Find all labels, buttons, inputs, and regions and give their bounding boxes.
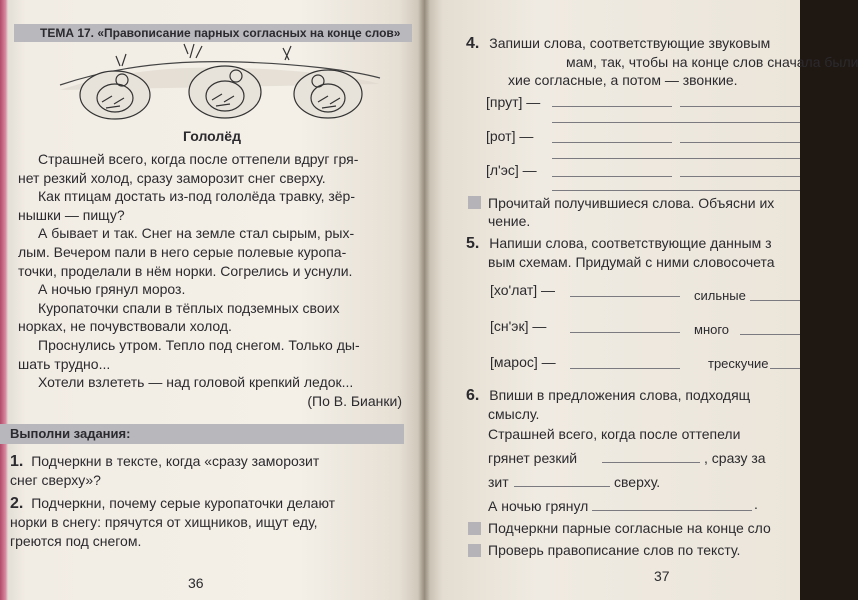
story-line: норках, не почувствовали холод. (18, 318, 232, 335)
adjective: трескучие (708, 356, 769, 371)
story-line: А бывает и так. Снег на земле стал сырым, рых- (38, 225, 355, 242)
answer-line[interactable] (570, 332, 680, 333)
task-line: мам, так, чтобы на конце слов сначала были (566, 54, 858, 70)
answer-line[interactable] (552, 106, 672, 107)
sentence-text: зит (488, 474, 509, 490)
story-author: (По В. Бианки) (307, 392, 402, 409)
task-line: греются под снегом. (10, 533, 142, 549)
answer-line[interactable] (680, 106, 800, 107)
topic-number: ТЕМА 17. (40, 26, 95, 40)
note-underline: Подчеркни парные согласные на конце сло (488, 520, 771, 536)
task-2 (10, 494, 406, 551)
checkbox-marker (468, 544, 481, 557)
sound-scheme: [марос] — (490, 354, 556, 370)
story-line: Страшней всего, когда после оттепели вдруг гря- (38, 151, 359, 167)
task-number: 6. (466, 387, 480, 404)
story-line: Хотели взлететь — над головой крепкий ледок... (38, 374, 354, 391)
page-number: 36 (188, 575, 204, 591)
sentence-text: сверху. (614, 474, 661, 490)
answer-line[interactable] (552, 158, 800, 159)
sound-scheme: [сн'эк] — (490, 318, 547, 334)
task-line: Запиши слова, соответствующие звуковым (489, 35, 771, 51)
sentence-text: Страшней всего, когда после оттепели (488, 426, 741, 442)
checkbox-marker (468, 196, 481, 209)
story-line: А ночью грянул мороз. (38, 281, 186, 298)
task-6 (466, 386, 806, 423)
task-line: Впиши в предложения слова, подходящ (489, 387, 751, 403)
task-line: Напиши слова, соответствующие данным з (489, 235, 772, 251)
answer-line[interactable] (570, 296, 680, 297)
story-line: лым. Вечером пали в него серые полевые куропа- (18, 243, 347, 260)
answer-line[interactable] (680, 142, 800, 143)
sentence-text: . (754, 496, 758, 512)
story-line: нет резкий холод, сразу заморозит снег сверху. (18, 169, 326, 186)
right-page (424, 0, 858, 600)
answer-line[interactable] (740, 334, 800, 335)
task-number: 4. (466, 35, 480, 52)
task-number: 2. (10, 495, 24, 512)
left-page (0, 0, 424, 600)
task-line: Подчеркни в тексте, когда «сразу заморозит (31, 453, 320, 469)
story-line: шать трудно... (18, 355, 111, 372)
task-number: 1. (10, 453, 24, 470)
task-line: хие согласные, а потом — звонкие. (508, 72, 738, 88)
book-gutter (418, 0, 430, 600)
answer-line[interactable] (514, 486, 610, 487)
read-note (488, 194, 774, 230)
tasks-header: Выполни задания: (0, 424, 404, 444)
sound-scheme: [хо'лат] — (490, 282, 556, 298)
sentence-text: , сразу за (704, 450, 766, 466)
story-line: точки, проделали в нём норки. Согрелись и уснули. (18, 262, 353, 279)
story-text (18, 150, 410, 410)
sentence-text: грянет резкий (488, 450, 578, 466)
adjective: много (694, 322, 730, 337)
answer-line[interactable] (552, 190, 800, 191)
task-1 (10, 452, 406, 490)
task-line: вым схемам. Придумай с ними словосочета (488, 254, 775, 270)
sound-scheme: [л'эс] — (486, 162, 537, 178)
story-line: Куропаточки спали в тёплых подземных своих (38, 299, 340, 316)
note-line: Прочитай получившиеся слова. Объясни их (488, 195, 775, 211)
story-line: Как птицам достать из-под гололёда травку, зёр- (38, 188, 356, 205)
note-check: Проверь правописание слов по тексту. (488, 542, 741, 558)
note-line: чение. (488, 213, 531, 229)
answer-line[interactable] (750, 300, 800, 301)
sentence-text: А ночью грянул (488, 498, 589, 514)
answer-line[interactable] (552, 176, 672, 177)
page-number: 37 (654, 568, 670, 584)
partridges-illustration (60, 40, 380, 120)
task-line: Подчеркни, почему серые куропаточки делают (31, 495, 336, 511)
task-line: смыслу. (488, 406, 540, 422)
answer-line[interactable] (602, 462, 700, 463)
adjective: сильные (694, 288, 746, 303)
checkbox-marker (468, 522, 481, 535)
answer-line[interactable] (680, 176, 800, 177)
answer-line[interactable] (552, 122, 800, 123)
sound-scheme: [рот] — (486, 128, 534, 144)
task-line: норки в снегу: прячутся от хищников, ищут еду, (10, 514, 318, 530)
answer-line[interactable] (592, 510, 752, 511)
sound-scheme: [прут] — (486, 94, 541, 110)
task-5 (466, 234, 806, 271)
story-line: Проснулись утром. Тепло под снегом. Только ды- (38, 336, 360, 353)
story-line: нышки — пищу? (18, 206, 125, 223)
answer-line[interactable] (552, 142, 672, 143)
answer-line[interactable] (570, 368, 680, 369)
answer-line[interactable] (770, 368, 800, 369)
task-4 (466, 34, 858, 89)
story-title: Гололёд (183, 128, 241, 144)
task-number: 5. (466, 235, 480, 252)
topic-title: «Правописание парных согласных на конце слов» (97, 26, 401, 40)
task-line: снег сверху»? (10, 472, 101, 488)
